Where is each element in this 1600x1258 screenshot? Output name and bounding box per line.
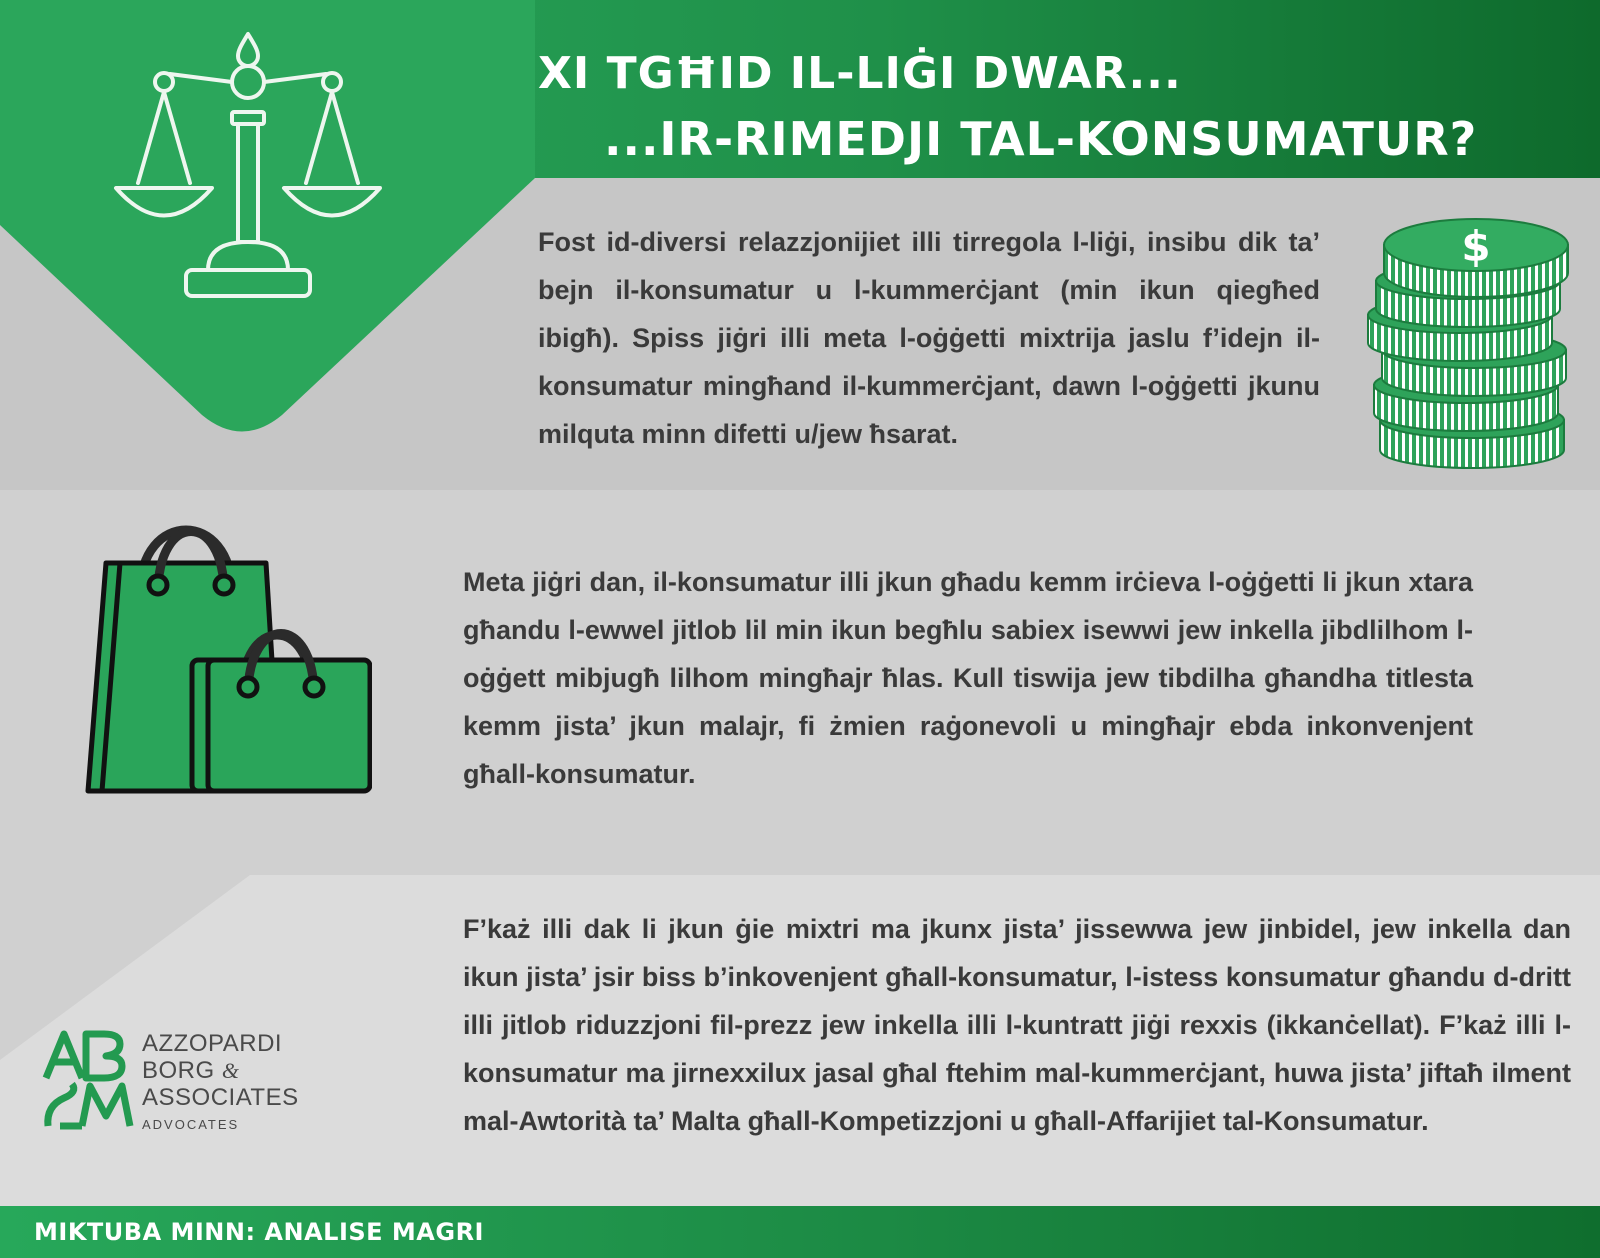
title-line-1: XI TGĦID IL-LIĠI DWAR...: [538, 48, 1182, 99]
firm-logo: [42, 1030, 312, 1140]
shopping-bags-icon: [82, 515, 372, 810]
dollar-coin-stack-icon: [1360, 205, 1580, 485]
logo-ampersand: &: [221, 1058, 240, 1083]
paragraph-price-reduction: F’każ illi dak li jkun ġie mixtri ma jkunx jista’ jissewwa jew jinbidel, jew inkella dan ikun jista’ jsir biss b’inkovenjent għall-konsumatur, l-istess konsumatur għandu d-dritt illi jitlob riduzzjoni fil-prezz jew inkella illi l-kuntratt jiġi rexxis (ikkanċellat). F’każ illi l-konsumatur ma jirnexxilux jasal għal ftehim mal-kummerċjant, huwa jista’ jiftaħ ilment mal-Awtorità ta’ Malta għall-Kompetizzjoni u għall-Affarijiet tal-Konsumatur.: [463, 914, 1571, 1136]
firm-monogram-icon: [42, 1030, 134, 1130]
logo-line-1: AZZOPARDI: [142, 1030, 283, 1057]
title-line-2: ...IR-RIMEDJI TAL-KONSUMATUR?: [604, 112, 1478, 166]
scales-of-justice-icon: [108, 28, 388, 308]
logo-line-2: [142, 1057, 299, 1084]
paragraph-repair-replace: Meta jiġri dan, il-konsumatur illi jkun għadu kemm irċieva l-oġġetti li jkun xtara għandu l-ewwel jitlob lil min ikun begħlu sabiex isewwi jew inkella jibdlilhom l-oġġett mibjugħ lilhom mingħajr ħlas. Kull tiswija jew tibdilha għandha titlesta kemm jista’ jkun malajr, fi żmien raġonevoli u mingħajr ebda inkonvenjent għall-konsumatur.: [463, 567, 1473, 789]
logo-subtitle: ADVOCATES: [142, 1117, 240, 1132]
svg-text:$: $: [1461, 222, 1491, 271]
logo-line-3: ASSOCIATES: [142, 1084, 299, 1111]
logo-borg: BORG: [142, 1057, 215, 1084]
author-credit: MIKTUBA MINN: ANALISE MAGRI: [34, 1218, 484, 1246]
paragraph-intro: Fost id-diversi relazzjonijiet illi tirregola l-liġi, insibu dik ta’ bejn il-konsumatur u l-kummerċjant (min ikun qiegħed ibigħ). Spiss jiġri illi meta l-oġġetti mixtrija jaslu f’idejn il-konsumatur mingħand il-kummerċjant, dawn l-oġġetti jkunu milquta minn difetti u/jew ħsarat.: [538, 227, 1320, 449]
